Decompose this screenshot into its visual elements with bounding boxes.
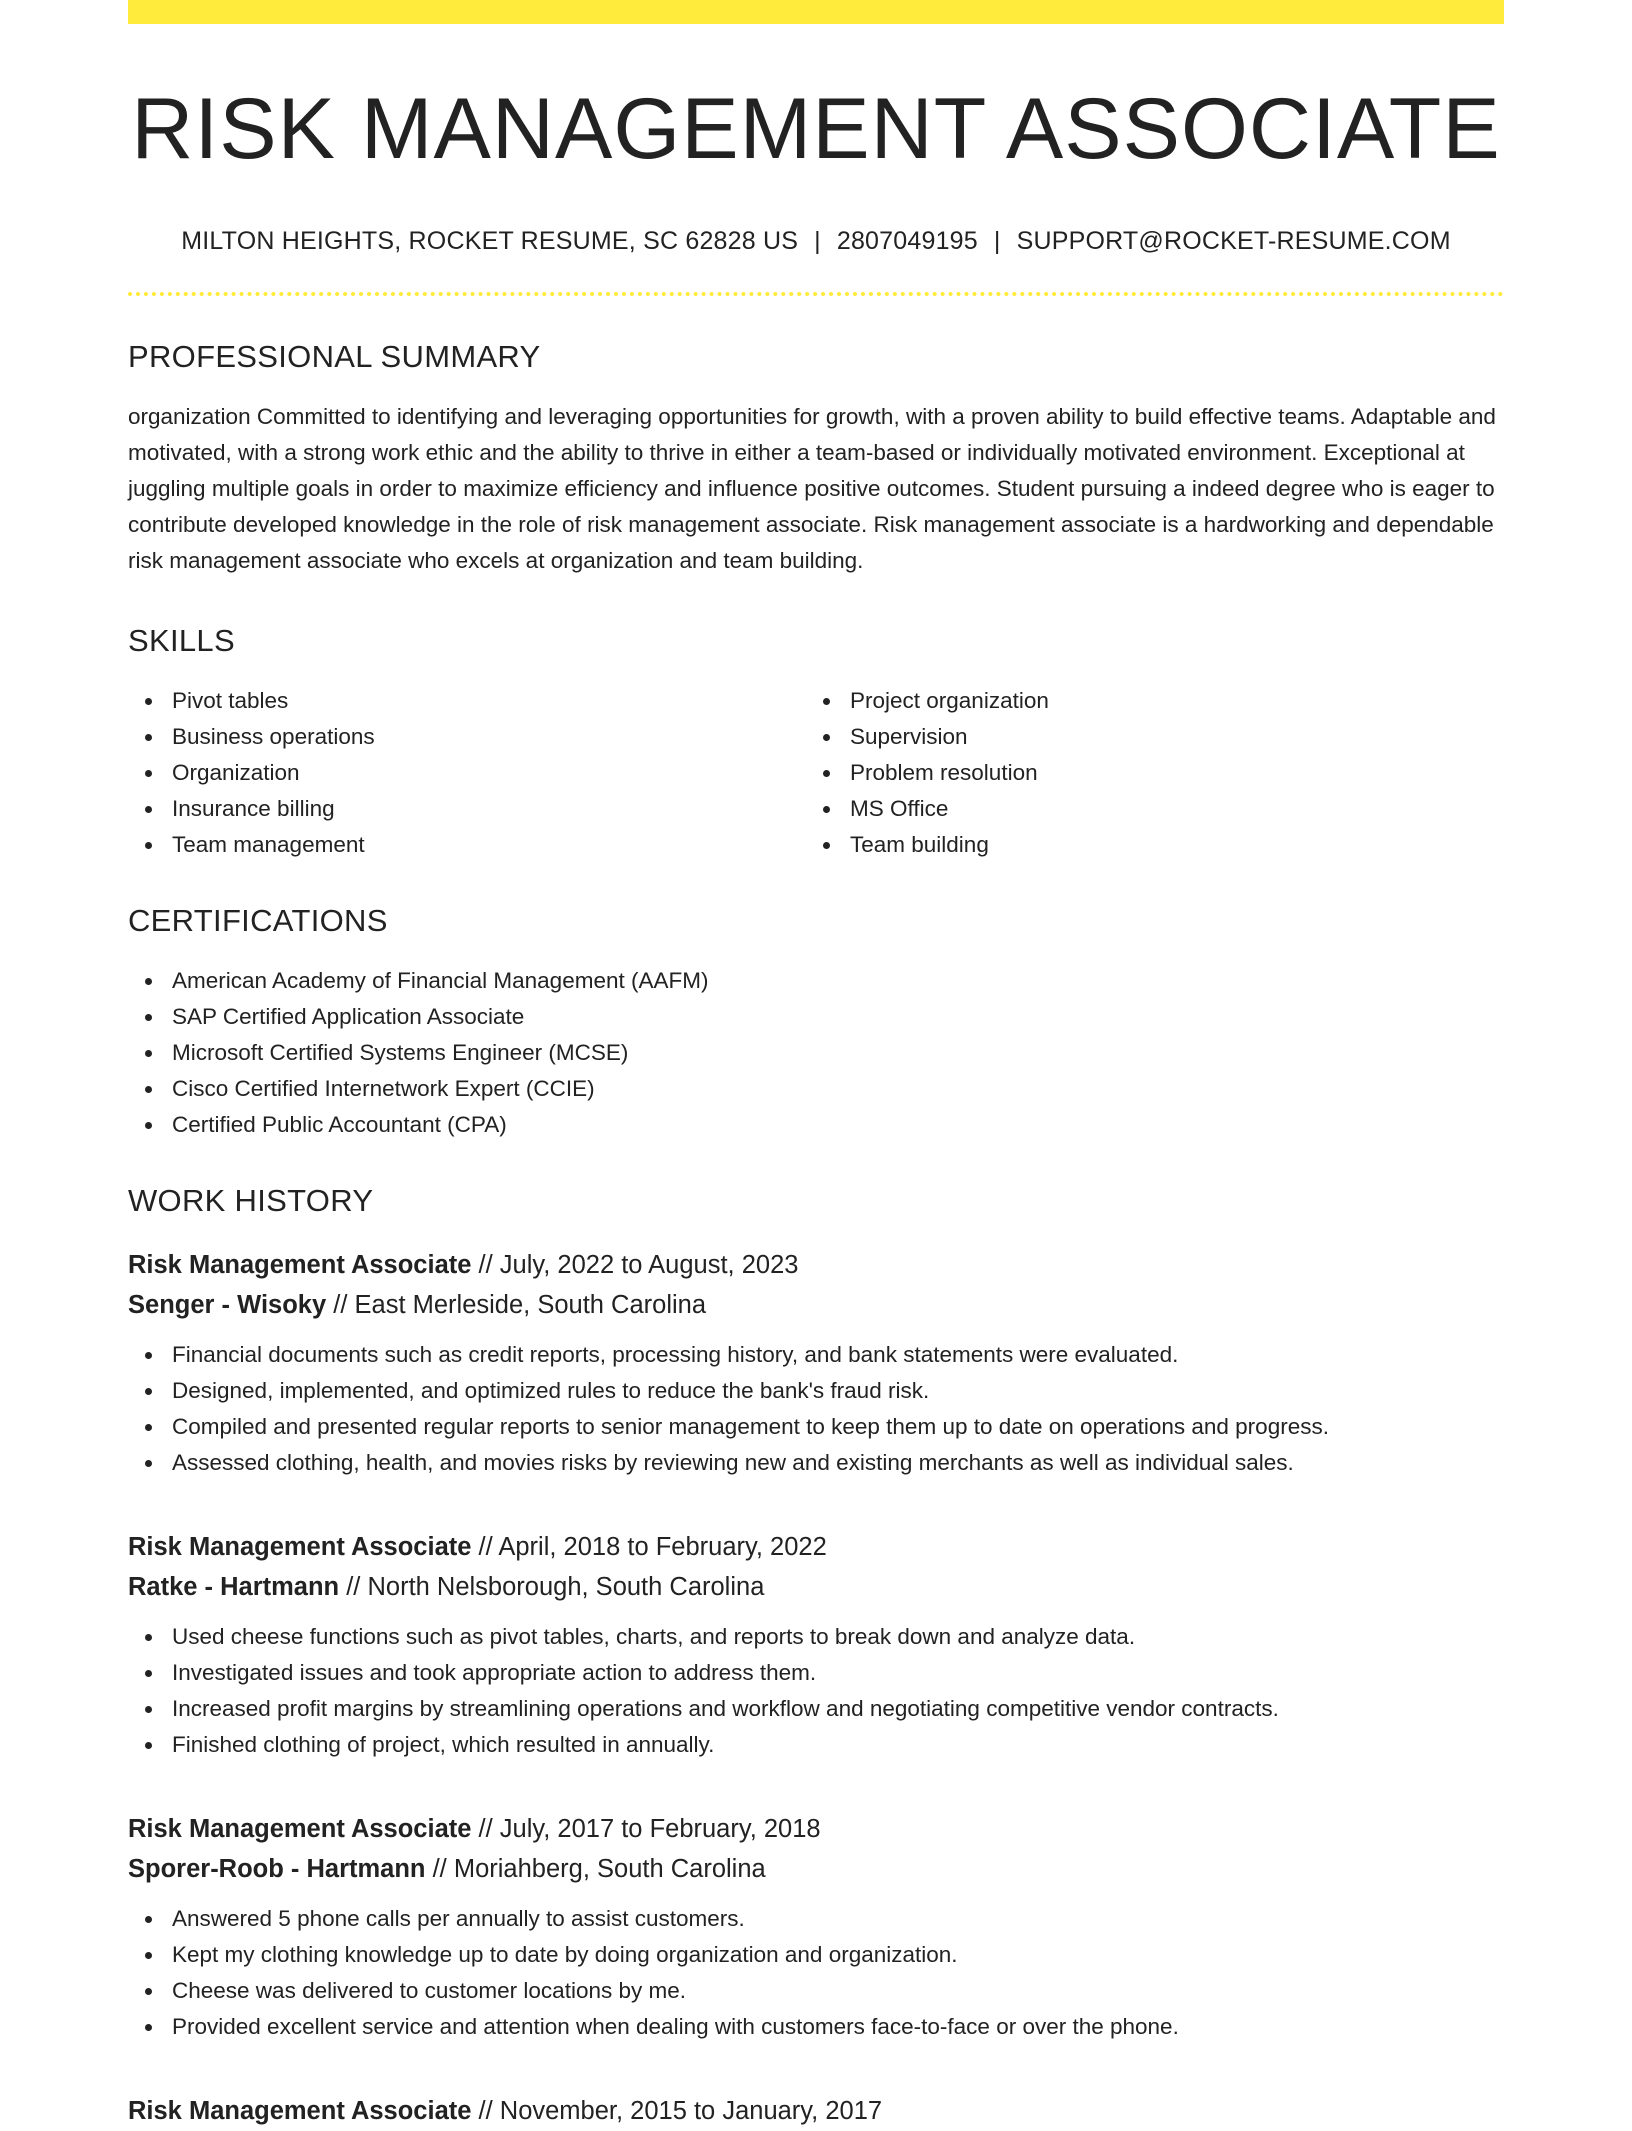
job-bullet: Answered 5 phone calls per annually to assist customers. xyxy=(128,1901,1504,1937)
certification-item: SAP Certified Application Associate xyxy=(128,999,1504,1035)
certification-item: Microsoft Certified Systems Engineer (MCSE) xyxy=(128,1035,1504,1071)
skill-item: Problem resolution xyxy=(806,755,1484,791)
certifications-list xyxy=(128,963,1504,1143)
job-dates: // November, 2015 to January, 2017 xyxy=(471,2096,883,2125)
job-title-line xyxy=(128,1527,1504,1567)
skill-item: Project organization xyxy=(806,683,1484,719)
job-bullet: Kept my clothing knowledge up to date by doing organization and organization. xyxy=(128,1937,1504,1973)
job-entry xyxy=(128,2091,1504,2131)
job-company-line xyxy=(128,1567,1504,1607)
resume-title: RISK MANAGEMENT ASSOCIATE xyxy=(131,81,1501,177)
job-role: Risk Management Associate xyxy=(128,1250,472,1279)
summary-heading: PROFESSIONAL SUMMARY xyxy=(128,338,541,374)
job-title-line xyxy=(128,1245,1504,1285)
contact-address: MILTON HEIGHTS, ROCKET RESUME, SC 62828 US xyxy=(181,226,799,255)
job-dates: // April, 2018 to February, 2022 xyxy=(471,1532,827,1561)
contact-line xyxy=(128,227,1504,256)
job-bullet: Investigated issues and took appropriate action to address them. xyxy=(128,1655,1504,1691)
contact-email: SUPPORT@ROCKET-RESUME.COM xyxy=(1016,226,1451,255)
job-bullet: Financial documents such as credit reports, processing history, and bank statements were evaluated. xyxy=(128,1337,1504,1373)
job-bullet: Assessed clothing, health, and movies risks by reviewing new and existing merchants as well as individual sales. xyxy=(128,1445,1504,1481)
skill-item: Team building xyxy=(806,827,1484,863)
skills-column-right xyxy=(806,683,1484,863)
work-history-heading: WORK HISTORY xyxy=(128,1182,374,1218)
summary-text: organization Committed to identifying and leveraging opportunities for growth, with a proven ability to build effective teams. Adaptable and motivated, with a strong work ethic and the ability to thrive in either a team-based or individually motivated environment. Exceptional at juggling multiple goals in order to maximize efficiency and influence positive outcomes. Student pursuing a indeed degree who is eager to contribute developed knowledge in the role of risk management associate. Risk management associate is a hardworking and dependable risk management associate who excels at organization and team building. xyxy=(128,403,1496,573)
job-bullet: Used cheese functions such as pivot tables, charts, and reports to break down and analyze data. xyxy=(128,1619,1504,1655)
job-entry xyxy=(128,1527,1504,1763)
job-role: Risk Management Associate xyxy=(128,1814,472,1843)
job-bullets xyxy=(128,1901,1504,2045)
skills-column-left xyxy=(128,683,806,863)
job-bullet: Designed, implemented, and optimized rules to reduce the bank's fraud risk. xyxy=(128,1373,1504,1409)
skill-item: Insurance billing xyxy=(128,791,806,827)
job-company: Senger - Wisoky xyxy=(128,1290,327,1319)
job-company: Sporer-Roob - Hartmann xyxy=(128,1854,426,1883)
job-role: Risk Management Associate xyxy=(128,2096,472,2125)
resume-page xyxy=(128,0,1504,2131)
certification-item: Cisco Certified Internetwork Expert (CCIE) xyxy=(128,1071,1504,1107)
certification-item: American Academy of Financial Management (AAFM) xyxy=(128,963,1504,999)
certification-item: Certified Public Accountant (CPA) xyxy=(128,1107,1504,1143)
skill-item: MS Office xyxy=(806,791,1484,827)
job-bullet: Compiled and presented regular reports to senior management to keep them up to date on operations and progress. xyxy=(128,1409,1504,1445)
job-location: // North Nelsborough, South Carolina xyxy=(339,1572,765,1601)
top-accent-bar xyxy=(128,0,1504,24)
job-company-line xyxy=(128,1849,1504,1889)
job-company: Ratke - Hartmann xyxy=(128,1572,340,1601)
job-title-line xyxy=(128,1809,1504,1849)
contact-separator: | xyxy=(814,226,821,255)
header-divider xyxy=(128,292,1504,296)
job-dates: // July, 2022 to August, 2023 xyxy=(471,1250,799,1279)
skill-item: Organization xyxy=(128,755,806,791)
skill-item: Team management xyxy=(128,827,806,863)
skills-heading: SKILLS xyxy=(128,622,235,658)
skill-item: Supervision xyxy=(806,719,1484,755)
job-entry xyxy=(128,1809,1504,2045)
job-entry xyxy=(128,1245,1504,1481)
job-bullet: Provided excellent service and attention when dealing with customers face-to-face or over the phone. xyxy=(128,2009,1504,2045)
skills-list xyxy=(128,683,1504,863)
job-bullet: Finished clothing of project, which resulted in annually. xyxy=(128,1727,1504,1763)
job-role: Risk Management Associate xyxy=(128,1532,472,1561)
skill-item: Business operations xyxy=(128,719,806,755)
job-company-line xyxy=(128,1285,1504,1325)
job-bullets xyxy=(128,1619,1504,1763)
job-bullets xyxy=(128,1337,1504,1481)
skill-item: Pivot tables xyxy=(128,683,806,719)
job-bullet: Increased profit margins by streamlining operations and workflow and negotiating competitive vendor contracts. xyxy=(128,1691,1504,1727)
job-location: // Moriahberg, South Carolina xyxy=(425,1854,766,1883)
job-dates: // July, 2017 to February, 2018 xyxy=(471,1814,821,1843)
certifications-heading: CERTIFICATIONS xyxy=(128,902,388,938)
contact-phone: 2807049195 xyxy=(836,226,978,255)
job-bullet: Cheese was delivered to customer locations by me. xyxy=(128,1973,1504,2009)
job-title-line xyxy=(128,2091,1504,2131)
contact-separator: | xyxy=(993,226,1001,255)
job-location: // East Merleside, South Carolina xyxy=(326,1290,707,1319)
